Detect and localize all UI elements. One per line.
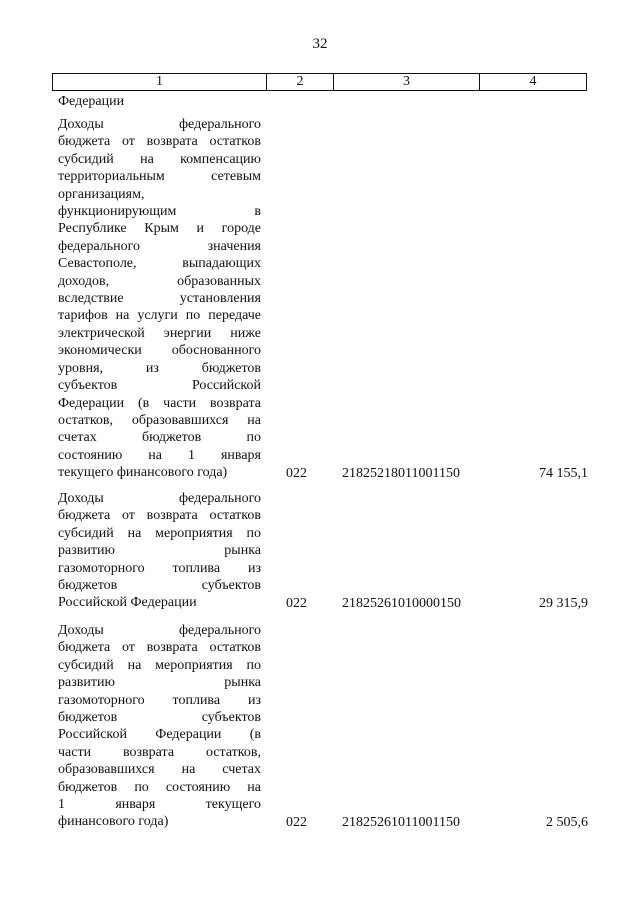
- row-description: [58, 116, 261, 482]
- description-line: состоянию на 1 января: [58, 447, 261, 463]
- description-line: бюджета от возврата остатков: [58, 508, 261, 524]
- description-line: субсидий на компенсацию: [58, 151, 261, 167]
- description-line: Доходы федерального: [58, 491, 261, 506]
- description-line: федерального значения: [58, 238, 261, 254]
- description-line: организациям,: [58, 186, 145, 202]
- description-line: территориальным сетевым: [58, 169, 261, 185]
- header-col-1: 1: [156, 74, 163, 89]
- description-line: Российской Федерации: [58, 595, 197, 611]
- description-line: вследствие установления: [58, 291, 261, 307]
- description-line: электрической энергии ниже: [58, 325, 261, 341]
- description-line: бюджета от возврата остатков: [58, 640, 261, 656]
- description-line: бюджетов субъектов: [58, 578, 261, 594]
- amount: 2 505,6: [546, 814, 588, 830]
- description-line: части возврата остатков,: [58, 744, 261, 760]
- row-description: [58, 490, 261, 612]
- admin-code: 022: [286, 595, 307, 611]
- description-line: бюджета от возврата остатков: [58, 134, 261, 150]
- description-line: образовавшихся на счетах: [58, 762, 261, 778]
- header-col-2: 2: [266, 74, 333, 90]
- description-line: субсидий на мероприятия по: [58, 657, 261, 673]
- description-line: бюджетов по состоянию на: [58, 779, 261, 795]
- description-line: экономически обоснованного: [58, 343, 261, 359]
- description-line: тарифов на услуги по передаче: [58, 308, 261, 324]
- budget-classification-code: 21825218011001150: [342, 465, 460, 481]
- description-line: бюджетов субъектов: [58, 710, 261, 726]
- admin-code: 022: [286, 465, 307, 481]
- description-line: развитию рынка: [58, 675, 261, 691]
- row-description: [58, 622, 261, 831]
- description-line: развитию рынка: [58, 543, 261, 559]
- table-row: [58, 622, 588, 831]
- description-line: Федерации (в части возврата: [58, 395, 261, 411]
- header-col-4: 4: [479, 74, 586, 90]
- description-line: газомоторного топлива из: [58, 560, 261, 576]
- description-line: субсидий на мероприятия по: [58, 525, 261, 541]
- description-line: газомоторного топлива из: [58, 692, 261, 708]
- amount: 74 155,1: [539, 465, 588, 481]
- description-line: Севастополе, выпадающих: [58, 256, 261, 272]
- amount: 29 315,9: [539, 595, 588, 611]
- table-row: [58, 490, 588, 612]
- budget-classification-code: 21825261011001150: [342, 814, 460, 830]
- header-col-3: 3: [333, 74, 479, 90]
- table-header: [52, 73, 587, 91]
- description-line: остатков, образовавшихся на: [58, 412, 261, 428]
- description-line: Доходы федерального: [58, 623, 261, 638]
- description-line: доходов, образованных: [58, 273, 261, 289]
- page-number: 32: [312, 36, 328, 52]
- description-line: субъектов Российской: [58, 378, 261, 394]
- budget-classification-code: 21825261010000150: [342, 595, 461, 611]
- description-line: финансового года): [58, 814, 169, 830]
- description-line: уровня, из бюджетов: [58, 360, 261, 376]
- admin-code: 022: [286, 814, 307, 830]
- description-line: Российской Федерации (в: [58, 727, 261, 743]
- description-line: Доходы федерального: [58, 117, 261, 132]
- description-line: функционирующим в: [58, 204, 261, 220]
- continuation-text: Федерации: [58, 94, 125, 109]
- description-line: текущего финансового года): [58, 465, 228, 481]
- description-line: счетах бюджетов по: [58, 430, 261, 446]
- table-row: [58, 116, 588, 482]
- description-line: 1 января текущего: [58, 797, 261, 813]
- description-line: Республике Крым и городе: [58, 221, 261, 237]
